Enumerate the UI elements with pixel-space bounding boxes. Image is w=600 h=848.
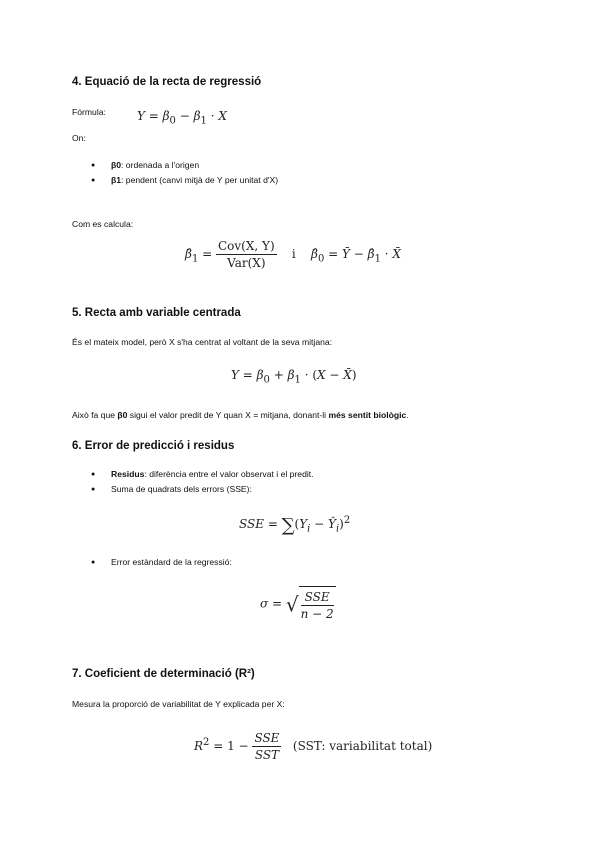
regression-equation: $Y = \beta_0 - \beta_1 \cdot X$: [137, 109, 227, 127]
error-list: [91, 467, 314, 497]
calc-label: Com es calcula:: [72, 219, 134, 229]
section-6-title: 6. Error de predicció i residus: [72, 440, 235, 452]
centered-regression-equation: $Y = \beta_0 + \beta_1 \cdot (X$ − X̄): [231, 368, 357, 386]
section-7-title: 7. Coeficient de determinació (R²): [72, 668, 255, 680]
section-7-intro: Mesura la proporció de variabilitat de Y explicada per X:: [72, 699, 285, 709]
section-5-intro: És el mateix model, però X s'ha centrat al voltant de la seva mitjana:: [72, 337, 333, 347]
section-5-note: Això fa que β0 sigui el valor predit de Y quan X = mitjana, donant-li més sentit biològic.: [72, 410, 409, 420]
formula-label: Fórmula:: [72, 107, 106, 117]
on-label: On:: [72, 133, 86, 143]
list-item: ● Suma de quadrats dels errors (SSE):: [91, 482, 314, 497]
beta-estimators-formula: $\betâ_1$ = $\frac{\text{Cov(X, Y)}}{\text{Var(X)}}$ i $\betâ_0$ = Ȳ − $\betâ_1$ · X̄: [185, 239, 401, 270]
list-item: ● Error estàndard de la regressió:: [91, 555, 232, 570]
section-5-title: 5. Recta amb variable centrada: [72, 307, 241, 319]
r-squared-formula: $R^2 = 1$ − $\frac{\text{SSE}}{\text{SST}}$ (SST: variabilitat total): [194, 731, 433, 762]
list-item: ● β1: pendent (canvi mitjà de Y per unitat d'X): [91, 173, 278, 188]
std-error-formula: σ = √ $\frac{\text{SSE}}{n - 2}$: [260, 586, 336, 622]
list-item: ● Residus: diferència entre el valor observat i el predit.: [91, 467, 314, 482]
section-4-title: 4. Equació de la recta de regressió: [72, 76, 262, 88]
std-error-list: [91, 555, 232, 570]
sse-formula: SSE = $\sum(Y_i$ − $Ŷ_i)^2$: [239, 515, 351, 536]
parameters-list: [91, 158, 278, 188]
list-item: ● β0: ordenada a l'origen: [91, 158, 278, 173]
